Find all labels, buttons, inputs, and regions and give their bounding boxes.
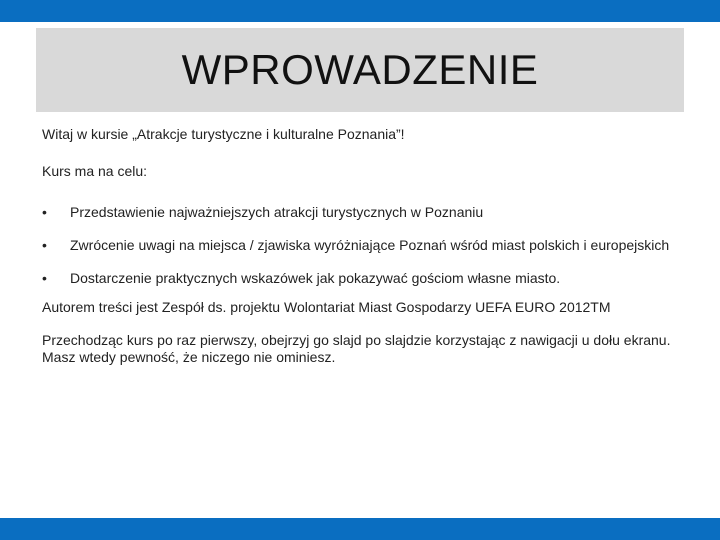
title-banner [36, 28, 684, 112]
bottom-accent-bar [0, 518, 720, 540]
top-accent-bar [0, 0, 720, 22]
list-item [42, 204, 682, 221]
instructions-line-1: Przechodząc kurs po raz pierwszy, obejrzyj go slajd po slajdzie korzystając z nawigacji u dołu ekranu. [42, 332, 671, 348]
bullet-icon: • [42, 270, 47, 286]
slide-content [42, 126, 682, 366]
list-item [42, 237, 682, 254]
welcome-text: Witaj w kursie „Atrakcje turystyczne i kulturalne Poznania”! [42, 126, 405, 142]
goals-list [42, 204, 682, 287]
instructions-line-2: Masz wtedy pewność, że niczego nie ominiesz. [42, 349, 336, 365]
list-item [42, 270, 682, 287]
aim-label: Kurs ma na celu: [42, 163, 148, 179]
goal-text: Przedstawienie najważniejszych atrakcji turystycznych w Poznaniu [70, 204, 484, 220]
author-text: Autorem treści jest Zespół ds. projektu Wolontariat Miast Gospodarzy UEFA EURO 2012TM [42, 299, 611, 315]
goal-text: Zwrócenie uwagi na miejsca / zjawiska wyróżniające Poznań wśród miast polskich i europejskich [70, 237, 670, 253]
bullet-icon: • [42, 237, 47, 253]
goal-text: Dostarczenie praktycznych wskazówek jak pokazywać gościom własne miasto. [70, 270, 561, 286]
slide-title: WPROWADZENIE [181, 46, 539, 93]
bullet-icon: • [42, 204, 47, 220]
